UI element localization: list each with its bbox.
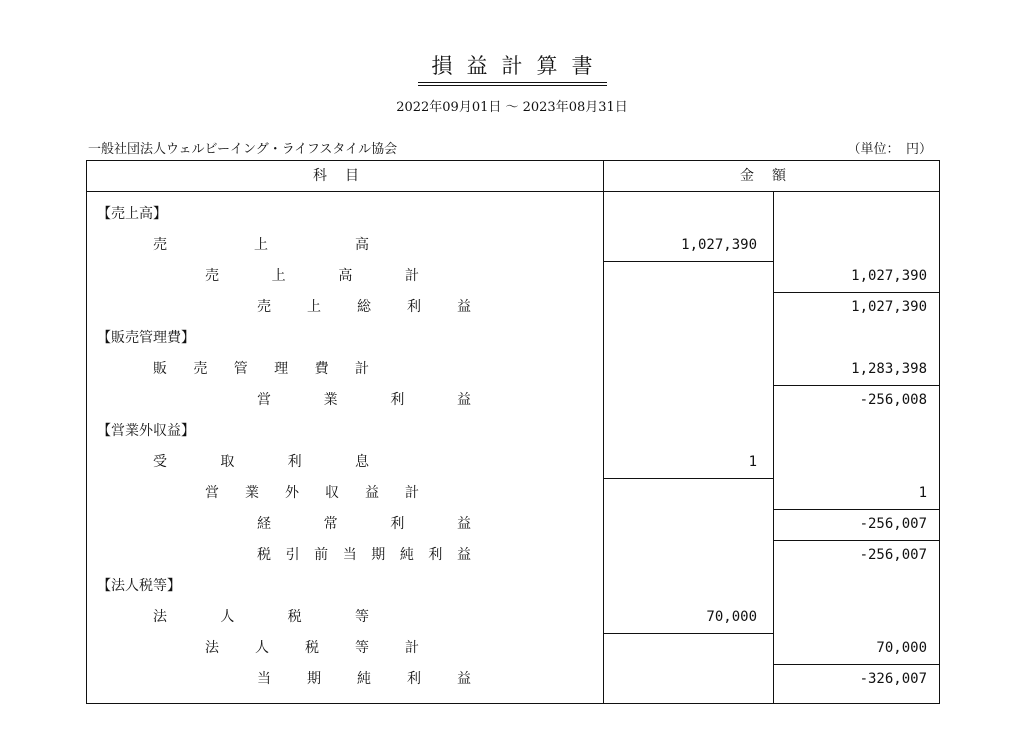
header-amount: 金額 [740, 168, 804, 184]
table-row [87, 478, 939, 509]
header-subject: 科目 [313, 168, 377, 184]
table-row [87, 292, 939, 323]
section-heading: 【販売管理費】 [97, 330, 195, 346]
row-label: 経 常 利 益 [257, 516, 471, 532]
amount-total: 1,283,398 [851, 361, 927, 377]
table-row [87, 261, 939, 292]
table-row [87, 354, 939, 385]
organization-name: 一般社団法人ウェルビーイング・ライフスタイル協会 [88, 142, 398, 157]
amount-detail: 70,000 [706, 609, 757, 625]
amount-detail: 1,027,390 [681, 237, 757, 253]
document-title [0, 50, 1024, 86]
table-row [87, 540, 939, 571]
header-divider [87, 191, 939, 192]
amount-total: 70,000 [876, 640, 927, 656]
row-label: 受 取 利 息 [153, 454, 369, 470]
period: 2022年09月01日 ～ 2023年08月31日 [396, 100, 628, 115]
amount-total: 1,027,390 [851, 299, 927, 315]
row-label: 当 期 純 利 益 [257, 671, 471, 687]
row-label: 法 人 税 等 計 [205, 640, 419, 656]
amount-total: 1,027,390 [851, 268, 927, 284]
table-row [87, 416, 939, 447]
table-row [87, 199, 939, 230]
table-row [87, 664, 939, 695]
table-row [87, 571, 939, 602]
row-label: 売 上 高 [153, 237, 369, 253]
amount-total: -256,007 [859, 547, 927, 563]
table-row [87, 323, 939, 354]
amount-detail: 1 [748, 454, 757, 470]
section-heading: 【営業外収益】 [97, 423, 195, 439]
table-row [87, 230, 939, 261]
income-statement-table [86, 160, 940, 704]
section-heading: 【法人税等】 [97, 578, 181, 594]
table-row [87, 385, 939, 416]
row-label: 税 引 前 当 期 純 利 益 [257, 547, 471, 563]
section-heading: 【売上高】 [97, 206, 167, 222]
row-label: 営 業 利 益 [257, 392, 471, 408]
document-title-text: 損益計算書 [418, 50, 607, 86]
table-row [87, 509, 939, 540]
table-row [87, 447, 939, 478]
table-row [87, 602, 939, 633]
currency-unit: （単位： 円） [847, 142, 932, 157]
row-label: 売 上 総 利 益 [257, 299, 471, 315]
amount-total: -256,008 [859, 392, 927, 408]
amount-total: -326,007 [859, 671, 927, 687]
table-row [87, 633, 939, 664]
amount-total: 1 [918, 485, 927, 501]
row-label: 販 売 管 理 費 計 [153, 361, 369, 377]
row-label: 法 人 税 等 [153, 609, 369, 625]
row-label: 営 業 外 収 益 計 [205, 485, 419, 501]
row-label: 売 上 高 計 [205, 268, 419, 284]
amount-total: -256,007 [859, 516, 927, 532]
